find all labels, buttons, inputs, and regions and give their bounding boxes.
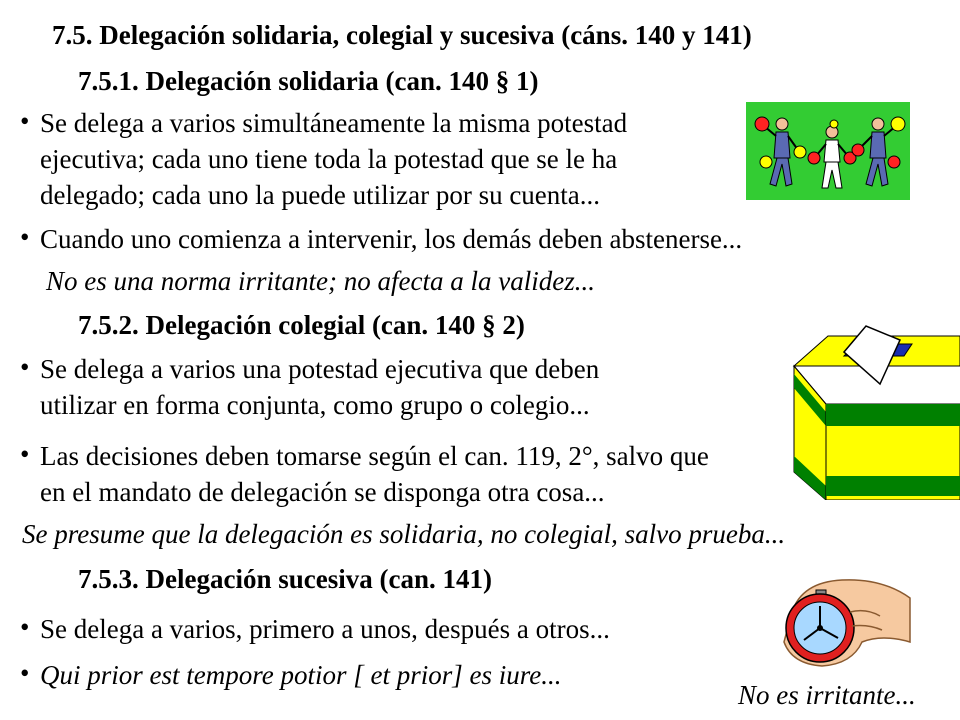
section-note: Se presume que la delegación es solidaria, no colegial, salvo prueba... [22, 519, 786, 549]
bullet-marker: • [20, 106, 30, 136]
bullet-marker: • [20, 222, 30, 252]
bullet-marker: • [20, 658, 30, 688]
bullet-line: ejecutiva; cada uno tiene toda la potestad que se le ha [40, 144, 618, 174]
bullet-line: Las decisiones deben tomarse según el can. 119, 2°, salvo que [40, 441, 709, 471]
cheerleaders-icon [746, 102, 910, 200]
section-heading-colegial: 7.5.2. Delegación colegial (can. 140 § 2) [78, 310, 525, 340]
bullet-line: utilizar en forma conjunta, como grupo o colegio... [40, 390, 590, 420]
bullet-marker: • [20, 439, 30, 469]
bullet-text: Se delega a varios, primero a unos, después a otros... [40, 614, 610, 644]
slide-title: 7.5. Delegación solidaria, colegial y sucesiva (cáns. 140 y 141) [52, 20, 752, 50]
section-heading-sucesiva: 7.5.3. Delegación sucesiva (can. 141) [78, 564, 492, 594]
bullet-line: Se delega a varios una potestad ejecutiva que deben [40, 354, 600, 384]
bullet-text [40, 105, 627, 213]
stopwatch-icon [762, 572, 912, 672]
bullet-text: Cuando uno comienza a intervenir, los demás deben abstenerse... [40, 224, 743, 254]
bullet-marker: • [20, 352, 30, 382]
section-heading-solidaria: 7.5.1. Delegación solidaria (can. 140 § 1) [78, 66, 539, 96]
section-note: No es una norma irritante; no afecta a la validez... [46, 266, 595, 296]
bullet-line: en el mandato de delegación se disponga otra cosa... [40, 477, 605, 507]
bullet-text: Qui prior est tempore potior [ et prior] es iure... [40, 660, 562, 690]
ballot-box-icon [792, 322, 960, 500]
bullet-line: Se delega a varios simultáneamente la misma potestad [40, 108, 628, 138]
bullet-text [40, 351, 599, 423]
bullet-marker: • [20, 612, 30, 642]
bullet-line: delegado; cada uno la puede utilizar por su cuenta... [40, 180, 601, 210]
section-note: No es irritante... [738, 680, 916, 710]
bullet-text [40, 438, 709, 510]
